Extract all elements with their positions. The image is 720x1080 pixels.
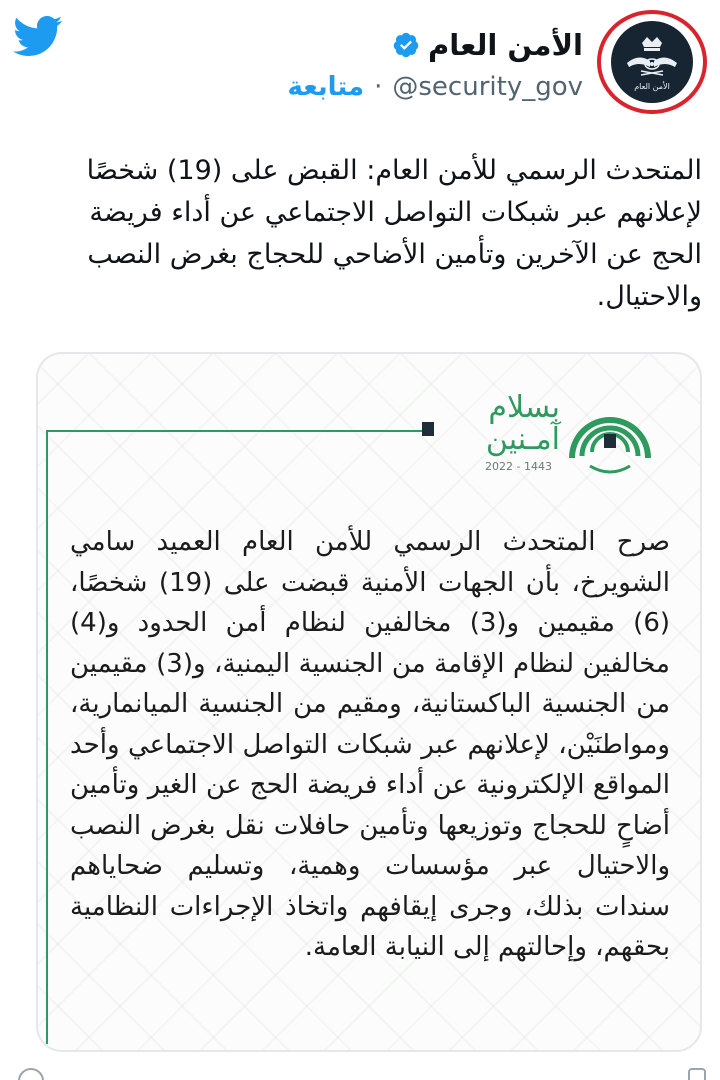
reply-icon[interactable] xyxy=(18,1068,44,1080)
campaign-year: 2022 - 1443 xyxy=(485,460,552,473)
share-icon[interactable] xyxy=(688,1068,706,1080)
account-avatar[interactable] xyxy=(597,10,707,114)
frame-line-horizontal xyxy=(46,430,422,432)
account-name-row[interactable] xyxy=(392,28,583,62)
campaign-title-line1: بسلام xyxy=(488,390,560,425)
account-name[interactable]: الأمن العام xyxy=(427,28,583,62)
separator-dot: · xyxy=(374,72,383,102)
frame-node xyxy=(422,422,434,436)
avatar-caption: الأمن العام xyxy=(634,82,670,91)
tweet-text: المتحدث الرسمي للأمن العام: القبض على (19) شخصًا لإعلانهم عبر شبكات التواصل الاجتماعي عن أداء فريضة الحج عن الآخرين وتأمين الأضاحي للحجاج بغرض النصب والاحتيال. xyxy=(86,155,702,312)
handle-row xyxy=(287,72,583,102)
follow-button[interactable]: متابعة xyxy=(287,72,365,102)
emblem-icon xyxy=(617,27,687,97)
campaign-title-line2: آمـنين xyxy=(485,422,560,457)
twitter-bird-icon xyxy=(8,10,66,62)
verified-badge-icon xyxy=(392,31,420,59)
frame-line-vertical xyxy=(46,432,48,1044)
tweet-media-image[interactable] xyxy=(36,352,702,1052)
statement-text: صرح المتحدث الرسمي للأمن العام العميد سامي الشويرخ، بأن الجهات الأمنية قبضت على (19) شخصًا، (6) مقيمين و(3) مخالفين لنظام أمن الحدود و(4) مخالفين لنظام الإقامة من الجنسية اليمنية، و(3) مقيمين من الجنسية الباكستانية، ومقيم من الجنسية الميانمارية، ومواطنَيْن، لإعلانهم عبر شبكات التواصل الاجتماعي وأحد المواقع الإلكترونية عن أداء فريضة الحج عن الغير وتأمين أضاحٍ للحجاج وتوزيعها وتأمين حافلات نقل بغرض النصب والاحتيال عبر مؤسسات وهمية، وتسليم ضحاياهم سندات بذلك، وجرى إيقافهم واتخاذ الإجراءات النظامية بحقهم، وإحالتهم إلى النيابة العامة. xyxy=(70,527,671,962)
public-security-emblem xyxy=(611,21,693,103)
account-handle[interactable]: @security_gov xyxy=(392,72,583,102)
